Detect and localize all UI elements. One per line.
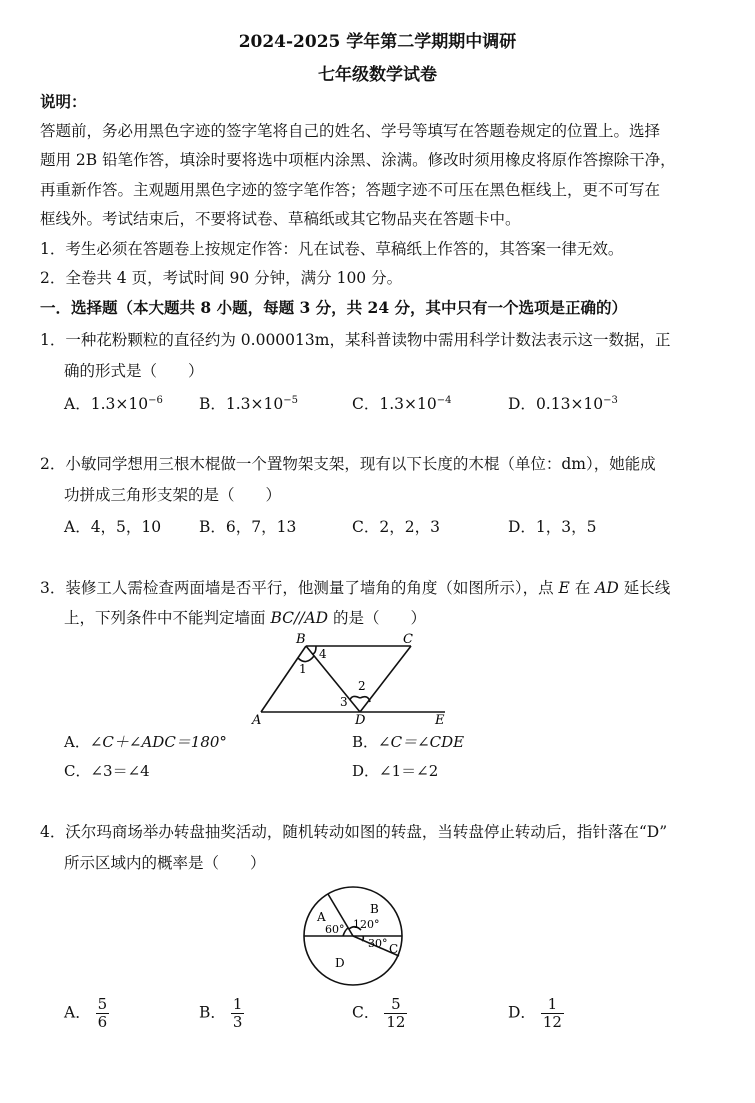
angle-1-arc <box>298 656 314 662</box>
q1-stem-line-1: 1．一种花粉颗粒的直径约为 0.000013m，某科普读物中需用科学计数法表示这一数据，正 <box>40 331 671 349</box>
note-2: 2．全卷共 4 页，考试时间 90 分钟，满分 100 分。 <box>40 269 403 287</box>
angle-3-arc <box>350 696 360 700</box>
q1-stem-line-2: 确的形式是（ ） <box>64 362 204 380</box>
region-b-label: B <box>370 902 379 916</box>
q4-option-b: B． $\frac{1}{3}$ <box>199 995 243 1031</box>
fraction: $\frac{5}{12}$ <box>386 995 406 1031</box>
fraction: $\frac{1}{12}$ <box>542 995 562 1031</box>
region-a-label: A <box>317 910 326 924</box>
q3-stem-line-2: 上，下列条件中不能判定墙面 BC//AD 的是（ ） <box>64 609 426 627</box>
instructions-line-3: 再重新作答。主观题用黑色字迹的签字笔作答；答题字迹不可压在黑色框线上，更不可写在 <box>40 181 661 199</box>
angle-4-label: 4 <box>319 647 327 661</box>
q2-stem-line-2: 功拼成三角形支架的是（ ） <box>64 486 282 504</box>
region-d-label: D <box>335 956 345 970</box>
q3-option-b: B．∠C＝∠CDE <box>352 733 465 751</box>
q2-option-d: D．1，3，5 <box>508 518 597 536</box>
exam-title: 2024-2025 学年第二学期期中调研 <box>238 32 517 52</box>
point-d-label: D <box>355 713 366 726</box>
q1-option-c: C．$1.3\times 10^{-4}$ <box>352 394 452 413</box>
line-bd <box>306 646 360 712</box>
q3-option-c: C．∠3＝∠4 <box>64 762 150 780</box>
line-cd <box>360 646 411 712</box>
point-a-label: A <box>252 713 262 726</box>
q4-stem-line-1: 4．沃尔玛商场举办转盘抽奖活动，随机转动如图的转盘，当转盘停止转动后，指针落在“D” <box>40 823 668 841</box>
point-c-label: C <box>403 632 413 647</box>
angle-2-label: 2 <box>358 679 366 693</box>
section-1-heading: 一．选择题（本大题共 8 小题，每题 3 分，共 24 分，其中只有一个选项是正确的） <box>40 298 628 317</box>
angle-120-label: 120° <box>353 918 380 931</box>
point-e-label: E <box>435 713 445 726</box>
q3-stem-line-1: 3．装修工人需检查两面墙是否平行，他测量了墙角的角度（如图所示），点 E 在 AD 延长线 <box>40 579 671 597</box>
angle-4-arc <box>312 646 316 654</box>
line-ab <box>261 646 306 712</box>
q2-stem-line-1: 2．小敏同学想用三根木棍做一个置物架支架，现有以下长度的木棍（单位：dm），她能成 <box>40 455 656 473</box>
q2-option-c: C．2，2，3 <box>352 518 440 536</box>
q2-option-a: A．4，5，10 <box>64 518 162 536</box>
angle-60-label: 60° <box>325 923 345 936</box>
instructions-line-1: 答题前，务必用黑色字迹的签字笔将自己的姓名、学号等填写在答题卷规定的位置上。选择 <box>40 122 661 140</box>
q1-option-a: A．$1.3\times 10^{-6}$ <box>64 394 163 413</box>
angle-1-label: 1 <box>299 662 307 676</box>
q2-option-b: B．6，7，13 <box>199 518 297 536</box>
region-c-label: C <box>389 942 399 956</box>
point-b-label: B <box>296 632 306 647</box>
q4-option-d: D． $\frac{1}{12}$ <box>508 995 562 1031</box>
q4-spinner-figure <box>295 880 411 992</box>
q1-option-d: D．$0.13\times 10^{-3}$ <box>508 394 618 413</box>
fraction: $\frac{1}{3}$ <box>232 995 243 1031</box>
angle-3-label: 3 <box>340 695 348 709</box>
q4-option-c: C． $\frac{5}{12}$ <box>352 995 406 1031</box>
q4-option-a: A． $\frac{5}{6}$ <box>64 995 108 1031</box>
q3-option-a: A．∠C＋∠ADC＝180° <box>64 733 227 751</box>
instructions-line-4: 框线外。考试结束后，不要将试卷、草稿纸或其它物品夹在答题卡中。 <box>40 210 521 228</box>
instructions-line-2: 题用 2B 铅笔作答，填涂时要将选中项框内涂黑、涂满。修改时须用橡皮将原作答擦除干净， <box>40 151 676 169</box>
exam-subtitle: 七年级数学试卷 <box>318 65 437 85</box>
q4-stem-line-2: 所示区域内的概率是（ ） <box>64 854 266 872</box>
q1-option-b: B．$1.3\times 10^{-5}$ <box>199 394 299 413</box>
q3-figure <box>240 628 470 726</box>
note-1: 1．考生必须在答题卷上按规定作答：凡在试卷、草稿纸上作答的，其答案一律无效。 <box>40 240 624 258</box>
angle-30-label: 30° <box>368 937 388 950</box>
fraction: $\frac{5}{6}$ <box>97 995 108 1031</box>
q3-option-d: D．∠1＝∠2 <box>352 762 439 780</box>
instructions-label: 说明： <box>40 92 87 111</box>
